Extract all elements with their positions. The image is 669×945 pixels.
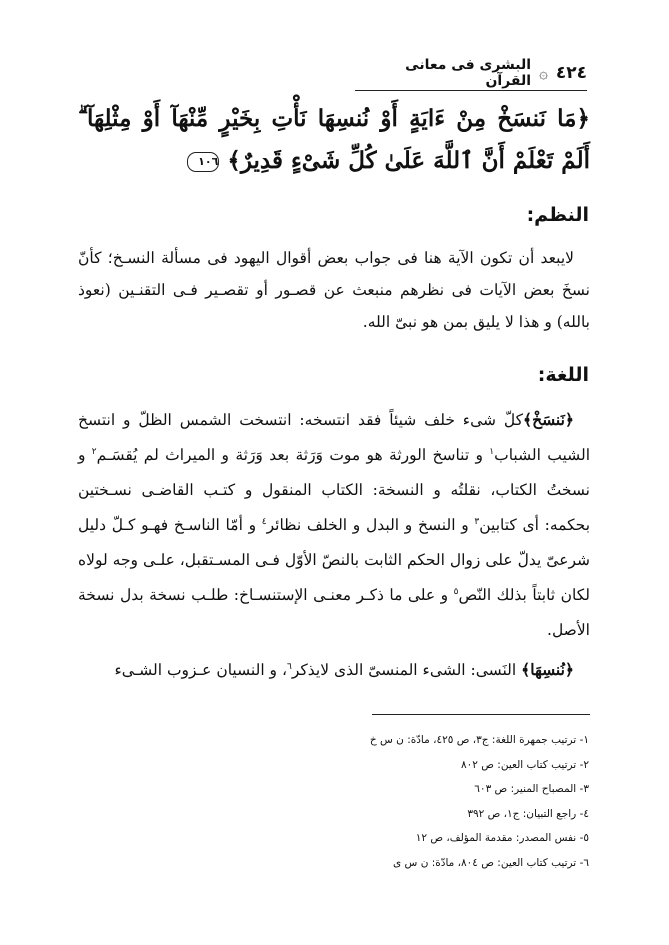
footnote-4: ٤- راجع التبيان: ج١، ص ٣٩٢ bbox=[467, 807, 589, 820]
footnote-1: ١- ترتيب جمهرة اللغة: ج٣، ص ٤٢٥، مادّة: ن س خ bbox=[369, 734, 589, 746]
nazm-paragraph: لايبعد أن تكون الآية هنا فى جواب بعض أقوال اليهود فى مسألة النسـخ؛ كأنّ نسخَ بعض الآيات فى نظرهم منبعث عن قصـور أو تقصـير فـى التقنـين (نعوذ بالله) و هذا لا يليق بمن هو نبىّ الله. bbox=[78, 249, 590, 331]
footnote-ref-5: ٥ bbox=[453, 586, 459, 597]
term-nunsiha: ﴿نُنسِهَا﴾ bbox=[521, 660, 574, 679]
footnotes bbox=[269, 728, 589, 875]
footnote-ref-3: ٣ bbox=[474, 516, 480, 527]
ayah-number-marker: ١٠٦ bbox=[187, 152, 219, 172]
running-header bbox=[355, 58, 587, 91]
verse-close-bracket: ﴾ bbox=[227, 147, 241, 174]
footnote-5: ٥- نفس المصدر: مقدمة المؤلف، ص ١٢ bbox=[415, 832, 589, 844]
heading-nazm: النظم: bbox=[526, 204, 589, 226]
footnote-2: ٢- ترتيب كتاب العين: ص ٨٠٢ bbox=[461, 758, 589, 771]
verse-text: مَا نَنسَخْ مِنْ ءَايَةٍ أَوْ نُنسِهَا نَأْتِ بِخَيْرٍ مِّنْهَآ أَوْ مِثْلِهَآ ۗ أَلَمْ تَعْلَمْ أَنَّ ٱللَّهَ عَلَىٰ كُلِّ شَىْءٍ قَدِيرٌ bbox=[78, 105, 590, 174]
footnote-3: ٣- المصباح المنير: ص ٦٠٣ bbox=[474, 783, 589, 795]
lugha-paragraph-block bbox=[78, 402, 590, 688]
footnote-6: ٦- ترتيب كتاب العين: ص ٨٠٤، مادّة: ن س ى bbox=[392, 856, 589, 869]
footnote-ref-1: ١ bbox=[489, 446, 495, 457]
heading-lugha: اللغة: bbox=[537, 364, 589, 386]
book-title: البشرى فى معانى القرآن bbox=[405, 57, 532, 89]
verse-open-bracket: ﴿ bbox=[576, 105, 590, 132]
nazm-paragraph-block bbox=[78, 242, 590, 338]
page-number: ٤٢٤ bbox=[555, 63, 587, 83]
quran-verse bbox=[78, 98, 590, 182]
footnote-ref-4: ٤ bbox=[261, 516, 267, 527]
footnote-divider bbox=[372, 714, 590, 715]
lugha-paragraph-1: ﴿نَنسَخْ﴾كلّ شىء خلف شيئاً فقد انتسخه: انتسخت الشمس الظلّ و انتسخ الشيب الشباب$^١$ و تناسخ الورثة هو موت وَرَثة بعد وَرَثة و الميراث لم يُقسَـم$^٢$ و نسختُ الكتاب، نقلتُه و النسخة: الكتاب المنقول و كتـب القاضـى نسـختين بحكمه: أى كتابين$^٣$ و النسخ و البدل و الخلف نظائر$^٤$ و أمّا الناسـخ فهـو كـلّ دليل شرعىّ يدلّ على زوال الحكم الثابت بالنصّ الأوّل فـى المسـتقبل، علـى وجه لولاه لكان ثابتاً بذلك النّص$^٥$ و على ما ذكـر معنـى الإستنسـاخ: طلـب نسخة بدل نسخة الأصل. bbox=[78, 410, 591, 639]
term-nansakh: ﴿نَنسَخْ﴾ bbox=[523, 410, 574, 429]
ornament-icon: ۞ bbox=[539, 64, 548, 82]
footnote-ref-2: ٢ bbox=[91, 446, 97, 457]
lugha-paragraph-2: ﴿نُنسِهَا﴾ النَسى: الشىء المنسىّ الذى لايذكر$^٦$، و النسيان عـزوب الشـىء bbox=[114, 660, 574, 679]
footnote-ref-6: ٦ bbox=[286, 661, 292, 672]
